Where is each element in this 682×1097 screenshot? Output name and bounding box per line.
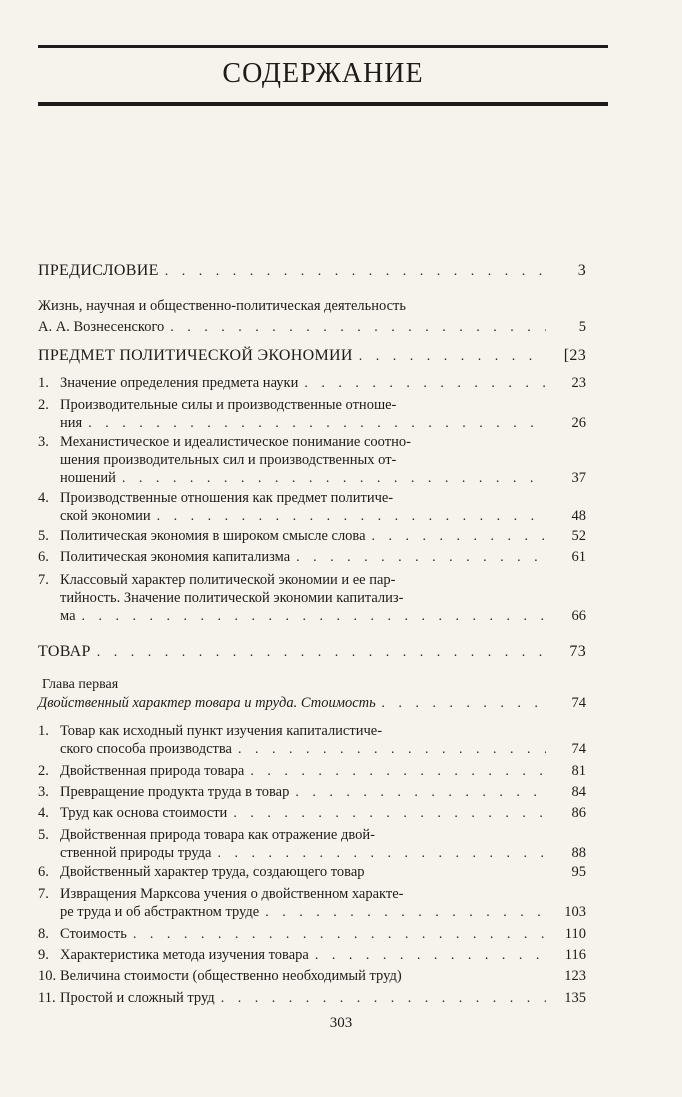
entry-title-line: Жизнь, научная и общественно-политическая деятельность [38, 298, 406, 314]
item-title-line: ния [60, 415, 83, 431]
item-title-line: ского способа производства [60, 741, 232, 757]
item-title: Труд как основа стоимости [60, 805, 228, 821]
item-page: 23 [571, 375, 586, 391]
toc-item[interactable] [38, 783, 586, 802]
chapter-label: Глава первая [42, 677, 119, 692]
item-title: Значение определения предмета науки [60, 375, 299, 391]
item-page: 88 [571, 845, 586, 861]
toc-item[interactable] [38, 967, 586, 986]
leader-dots [221, 990, 546, 1008]
leader-dots [88, 415, 546, 433]
toc-entry-preface[interactable] [38, 262, 586, 281]
leader-dots [315, 947, 546, 965]
item-title: Стоимость [60, 926, 127, 942]
item-title-line: тийность. Значение политической экономии капитализ- [60, 590, 404, 606]
entry-page: 74 [571, 695, 586, 711]
item-page: 110 [564, 926, 586, 942]
leader-dots [238, 741, 546, 759]
leader-dots [372, 528, 546, 546]
item-title: Превращение продукта труда в товар [60, 784, 290, 800]
item-number: 11. [38, 990, 56, 1006]
item-page: 95 [571, 864, 586, 880]
item-number: 2. [38, 397, 49, 413]
entry-page: [23 [563, 347, 586, 364]
item-title-line: ской экономии [60, 508, 151, 524]
top-rule [38, 45, 608, 48]
toc-entry-part2[interactable] [38, 643, 586, 662]
leader-dots [122, 470, 546, 488]
item-title-line: Производительные силы и производственные отноше- [60, 397, 397, 413]
entry-title: ПРЕДМЕТ ПОЛИТИЧЕСКОЙ ЭКОНОМИИ [38, 347, 353, 364]
leader-dots [359, 348, 546, 366]
item-number: 5. [38, 528, 49, 544]
item-number: 6. [38, 864, 49, 880]
entry-page: 5 [578, 319, 586, 335]
item-title-line: шения производительных сил и производственных от- [60, 452, 397, 468]
item-number: 4. [38, 805, 49, 821]
item-page: 103 [564, 904, 586, 920]
entry-title: ТОВАР [38, 643, 91, 660]
toc-item[interactable] [38, 571, 586, 626]
item-title: Характеристика метода изучения товара [60, 947, 309, 963]
item-page: 116 [564, 947, 586, 963]
leader-dots [97, 644, 546, 662]
entry-page: 73 [569, 643, 586, 660]
toc-item[interactable] [38, 374, 586, 393]
item-page: 84 [571, 784, 586, 800]
leader-dots [295, 784, 546, 802]
item-number: 1. [38, 375, 49, 391]
item-number: 1. [38, 723, 49, 739]
entry-page: 3 [577, 262, 586, 279]
entry-title-line: А. А. Вознесенского [38, 319, 165, 335]
item-title-line: Извращения Марксова учения о двойственном характе- [60, 886, 404, 902]
item-number: 10. [38, 968, 57, 984]
item-title: Политическая экономия капитализма [60, 549, 291, 565]
toc-item[interactable] [38, 989, 586, 1008]
leader-dots [296, 549, 546, 567]
leader-dots [265, 904, 546, 922]
toc-item[interactable] [38, 863, 586, 882]
toc-item[interactable] [38, 804, 586, 823]
item-number: 4. [38, 490, 49, 506]
leader-dots [133, 926, 546, 944]
toc-entry-bio[interactable] [38, 297, 586, 337]
toc-entry-chapter[interactable] [38, 694, 586, 713]
item-number: 2. [38, 763, 49, 779]
item-page: 52 [571, 528, 586, 544]
item-title-line: Двойственная природа товара как отражение двой- [60, 827, 375, 843]
item-title: Величина стоимости (общественно необходимый труд) [60, 968, 402, 984]
item-page: 86 [571, 805, 586, 821]
leader-dots [250, 763, 546, 781]
item-page: 81 [571, 763, 586, 779]
item-number: 5. [38, 827, 49, 843]
item-page: 74 [571, 741, 586, 757]
item-page: 66 [571, 608, 586, 624]
toc-item[interactable] [38, 527, 586, 546]
chapter-title: Двойственный характер товара и труда. Стоимость [38, 695, 376, 711]
item-title-line: Производственные отношения как предмет политиче- [60, 490, 394, 506]
item-number: 3. [38, 784, 49, 800]
toc-item[interactable] [38, 762, 586, 781]
item-title-line: Механистическое и идеалистическое понимание соотно- [60, 434, 411, 450]
item-title: Двойственная природа товара [60, 763, 245, 779]
item-number: 6. [38, 549, 49, 565]
bottom-rule [38, 102, 608, 106]
item-title-line: Классовый характер политической экономии и ее пар- [60, 572, 396, 588]
item-number: 8. [38, 926, 49, 942]
leader-dots [165, 263, 546, 281]
toc-item[interactable] [38, 396, 586, 433]
toc-item[interactable] [38, 489, 586, 526]
item-page: 37 [571, 470, 586, 486]
leader-dots [382, 695, 546, 713]
toc-item[interactable] [38, 548, 586, 567]
toc-item[interactable] [38, 722, 586, 759]
page-number: 303 [329, 1015, 353, 1031]
item-page: 123 [564, 968, 586, 984]
item-title: Двойственный характер труда, создающего товар [60, 864, 365, 880]
item-title: Простой и сложный труд [60, 990, 215, 1006]
item-number: 3. [38, 434, 49, 450]
item-number: 7. [38, 886, 49, 902]
toc-item[interactable] [38, 885, 586, 922]
leader-dots [217, 845, 546, 863]
entry-title: ПРЕДИСЛОВИЕ [38, 262, 159, 279]
item-title-line: ственной природы труда [60, 845, 212, 861]
item-title-line: ма [60, 608, 76, 624]
toc-item[interactable] [38, 826, 586, 863]
item-page: 61 [571, 549, 586, 565]
leader-dots [82, 608, 546, 626]
leader-dots [170, 319, 546, 337]
toc-item[interactable] [38, 433, 586, 488]
item-title: Политическая экономия в широком смысле слова [60, 528, 366, 544]
toc-item[interactable] [38, 946, 586, 965]
item-page: 48 [571, 508, 586, 524]
item-title-line: ре труда и об абстрактном труде [60, 904, 260, 920]
leader-dots [157, 508, 546, 526]
toc-item[interactable] [38, 925, 586, 944]
item-number: 7. [38, 572, 49, 588]
item-title-line: Товар как исходный пункт изучения капиталистиче- [60, 723, 383, 739]
toc-entry-part1[interactable] [38, 347, 586, 366]
item-page: 26 [571, 415, 586, 431]
leader-dots [233, 805, 546, 823]
item-number: 9. [38, 947, 49, 963]
leader-dots [304, 375, 546, 393]
item-page: 135 [564, 990, 586, 1006]
item-title-line: ношений [60, 470, 116, 486]
page-title: СОДЕРЖАНИЕ [222, 58, 424, 89]
